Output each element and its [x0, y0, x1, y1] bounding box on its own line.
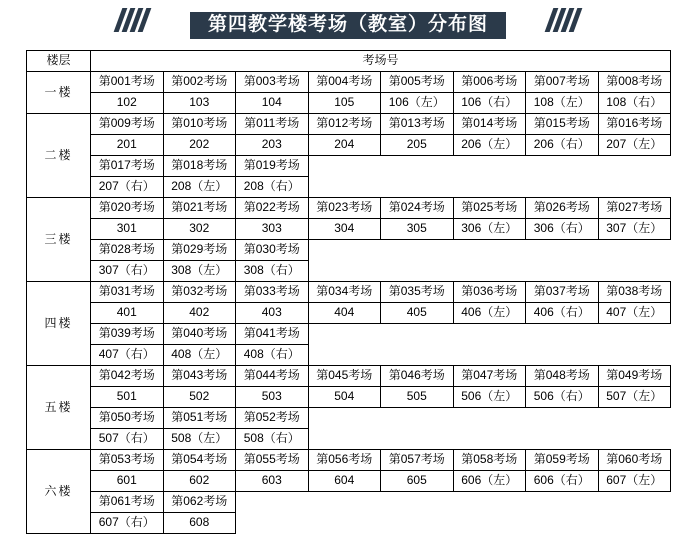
- exam-number-cell: 第017考场: [91, 156, 164, 177]
- empty-cell: [453, 324, 526, 345]
- classroom-cell: 202: [163, 135, 236, 156]
- classroom-cell: 307（右）: [91, 261, 164, 282]
- classroom-cell: 207（左）: [598, 135, 671, 156]
- classroom-cell: 608: [163, 513, 236, 534]
- table-row: [27, 303, 671, 324]
- exam-number-cell: 第039考场: [91, 324, 164, 345]
- exam-number-cell: 第015考场: [526, 114, 599, 135]
- empty-cell: [598, 492, 671, 513]
- exam-number-cell: 第056考场: [308, 450, 381, 471]
- classroom-cell: 505: [381, 387, 454, 408]
- table-row: [27, 177, 671, 198]
- table-row: [27, 72, 671, 93]
- classroom-cell: 507（左）: [598, 387, 671, 408]
- empty-cell: [526, 177, 599, 198]
- exam-number-cell: 第005考场: [381, 72, 454, 93]
- exam-number-cell: 第025考场: [453, 198, 526, 219]
- exam-number-cell: 第014考场: [453, 114, 526, 135]
- exam-number-cell: 第013考场: [381, 114, 454, 135]
- empty-cell: [453, 492, 526, 513]
- classroom-cell: 102: [91, 93, 164, 114]
- exam-number-cell: 第049考场: [598, 366, 671, 387]
- empty-cell: [526, 240, 599, 261]
- title-banner-area: [0, 6, 696, 44]
- empty-cell: [308, 408, 381, 429]
- table-row: [27, 408, 671, 429]
- exam-number-cell: 第018考场: [163, 156, 236, 177]
- exam-number-cell: 第007考场: [526, 72, 599, 93]
- exam-number-cell: 第002考场: [163, 72, 236, 93]
- classroom-cell: 105: [308, 93, 381, 114]
- exam-number-cell: 第008考场: [598, 72, 671, 93]
- empty-cell: [308, 324, 381, 345]
- empty-cell: [526, 513, 599, 534]
- exam-number-cell: 第045考场: [308, 366, 381, 387]
- empty-cell: [598, 156, 671, 177]
- table-row: [27, 135, 671, 156]
- table-row: [27, 387, 671, 408]
- floor-cell: 三楼: [27, 198, 91, 282]
- exam-room-table: [26, 50, 671, 534]
- header-floor: 楼层: [27, 51, 91, 72]
- classroom-cell: 206（左）: [453, 135, 526, 156]
- classroom-cell: 408（右）: [236, 345, 309, 366]
- empty-cell: [381, 408, 454, 429]
- classroom-cell: 301: [91, 219, 164, 240]
- classroom-cell: 503: [236, 387, 309, 408]
- exam-number-cell: 第061考场: [91, 492, 164, 513]
- exam-number-cell: 第021考场: [163, 198, 236, 219]
- classroom-cell: 207（右）: [91, 177, 164, 198]
- classroom-cell: 603: [236, 471, 309, 492]
- table-row: [27, 345, 671, 366]
- classroom-cell: 504: [308, 387, 381, 408]
- classroom-cell: 607（左）: [598, 471, 671, 492]
- empty-cell: [381, 324, 454, 345]
- empty-cell: [381, 429, 454, 450]
- empty-cell: [453, 429, 526, 450]
- empty-cell: [526, 429, 599, 450]
- exam-number-cell: 第050考场: [91, 408, 164, 429]
- exam-number-cell: 第019考场: [236, 156, 309, 177]
- table-row: [27, 156, 671, 177]
- exam-number-cell: 第048考场: [526, 366, 599, 387]
- floor-cell: 二楼: [27, 114, 91, 198]
- exam-number-cell: 第047考场: [453, 366, 526, 387]
- classroom-cell: 607（右）: [91, 513, 164, 534]
- exam-number-cell: 第059考场: [526, 450, 599, 471]
- table-row: [27, 366, 671, 387]
- floor-cell: 一楼: [27, 72, 91, 114]
- classroom-cell: 108（右）: [598, 93, 671, 114]
- classroom-cell: 404: [308, 303, 381, 324]
- empty-cell: [598, 177, 671, 198]
- empty-cell: [598, 345, 671, 366]
- table-row: [27, 282, 671, 303]
- exam-number-cell: 第055考场: [236, 450, 309, 471]
- exam-number-cell: 第031考场: [91, 282, 164, 303]
- empty-cell: [598, 240, 671, 261]
- page-root: [0, 6, 696, 529]
- classroom-cell: 506（右）: [526, 387, 599, 408]
- exam-number-cell: 第062考场: [163, 492, 236, 513]
- classroom-cell: 304: [308, 219, 381, 240]
- exam-number-cell: 第038考场: [598, 282, 671, 303]
- exam-number-cell: 第030考场: [236, 240, 309, 261]
- exam-number-cell: 第051考场: [163, 408, 236, 429]
- empty-cell: [308, 429, 381, 450]
- exam-number-cell: 第010考场: [163, 114, 236, 135]
- empty-cell: [598, 429, 671, 450]
- exam-number-cell: 第044考场: [236, 366, 309, 387]
- exam-number-cell: 第006考场: [453, 72, 526, 93]
- empty-cell: [308, 492, 381, 513]
- exam-number-cell: 第046考场: [381, 366, 454, 387]
- classroom-cell: 403: [236, 303, 309, 324]
- classroom-cell: 406（右）: [526, 303, 599, 324]
- classroom-cell: 501: [91, 387, 164, 408]
- table-row: [27, 324, 671, 345]
- empty-cell: [236, 513, 309, 534]
- exam-number-cell: 第053考场: [91, 450, 164, 471]
- empty-cell: [526, 492, 599, 513]
- table-header-row: [27, 51, 671, 72]
- stripe-decoration-left: [118, 8, 147, 32]
- exam-number-cell: 第036考场: [453, 282, 526, 303]
- table-row: [27, 513, 671, 534]
- exam-number-cell: 第022考场: [236, 198, 309, 219]
- classroom-cell: 604: [308, 471, 381, 492]
- empty-cell: [308, 177, 381, 198]
- empty-cell: [381, 492, 454, 513]
- exam-number-cell: 第043考场: [163, 366, 236, 387]
- classroom-cell: 502: [163, 387, 236, 408]
- stripe-decoration-right: [549, 8, 578, 32]
- exam-number-cell: 第011考场: [236, 114, 309, 135]
- empty-cell: [526, 408, 599, 429]
- classroom-cell: 201: [91, 135, 164, 156]
- empty-cell: [308, 240, 381, 261]
- table-row: [27, 240, 671, 261]
- empty-cell: [308, 513, 381, 534]
- classroom-cell: 605: [381, 471, 454, 492]
- empty-cell: [308, 345, 381, 366]
- table-body: [27, 72, 671, 534]
- classroom-cell: 302: [163, 219, 236, 240]
- empty-cell: [381, 156, 454, 177]
- exam-number-cell: 第003考场: [236, 72, 309, 93]
- classroom-cell: 408（左）: [163, 345, 236, 366]
- exam-number-cell: 第016考场: [598, 114, 671, 135]
- empty-cell: [453, 513, 526, 534]
- classroom-cell: 106（左）: [381, 93, 454, 114]
- empty-cell: [598, 513, 671, 534]
- empty-cell: [381, 177, 454, 198]
- classroom-cell: 307（左）: [598, 219, 671, 240]
- exam-room-table-wrap: [26, 50, 670, 534]
- exam-number-cell: 第042考场: [91, 366, 164, 387]
- empty-cell: [453, 156, 526, 177]
- table-row: [27, 492, 671, 513]
- classroom-cell: 407（右）: [91, 345, 164, 366]
- exam-number-cell: 第012考场: [308, 114, 381, 135]
- classroom-cell: 305: [381, 219, 454, 240]
- exam-number-cell: 第052考场: [236, 408, 309, 429]
- exam-number-cell: 第034考场: [308, 282, 381, 303]
- classroom-cell: 104: [236, 93, 309, 114]
- classroom-cell: 205: [381, 135, 454, 156]
- classroom-cell: 606（左）: [453, 471, 526, 492]
- empty-cell: [598, 261, 671, 282]
- classroom-cell: 103: [163, 93, 236, 114]
- exam-number-cell: 第060考场: [598, 450, 671, 471]
- classroom-cell: 602: [163, 471, 236, 492]
- exam-number-cell: 第058考场: [453, 450, 526, 471]
- classroom-cell: 306（左）: [453, 219, 526, 240]
- classroom-cell: 208（右）: [236, 177, 309, 198]
- classroom-cell: 108（左）: [526, 93, 599, 114]
- classroom-cell: 308（右）: [236, 261, 309, 282]
- classroom-cell: 606（右）: [526, 471, 599, 492]
- exam-number-cell: 第020考场: [91, 198, 164, 219]
- empty-cell: [453, 177, 526, 198]
- exam-number-cell: 第033考场: [236, 282, 309, 303]
- exam-number-cell: 第004考场: [308, 72, 381, 93]
- classroom-cell: 203: [236, 135, 309, 156]
- table-row: [27, 261, 671, 282]
- exam-number-cell: 第009考场: [91, 114, 164, 135]
- exam-number-cell: 第027考场: [598, 198, 671, 219]
- classroom-cell: 508（右）: [236, 429, 309, 450]
- table-row: [27, 450, 671, 471]
- table-row: [27, 198, 671, 219]
- empty-cell: [236, 492, 309, 513]
- exam-number-cell: 第035考场: [381, 282, 454, 303]
- exam-number-cell: 第057考场: [381, 450, 454, 471]
- exam-number-cell: 第032考场: [163, 282, 236, 303]
- empty-cell: [453, 345, 526, 366]
- classroom-cell: 506（左）: [453, 387, 526, 408]
- classroom-cell: 204: [308, 135, 381, 156]
- empty-cell: [526, 156, 599, 177]
- table-row: [27, 429, 671, 450]
- floor-cell: 四楼: [27, 282, 91, 366]
- classroom-cell: 308（左）: [163, 261, 236, 282]
- exam-number-cell: 第028考场: [91, 240, 164, 261]
- classroom-cell: 405: [381, 303, 454, 324]
- floor-cell: 六楼: [27, 450, 91, 534]
- page-title: 第四教学楼考场（教室）分布图: [190, 12, 506, 39]
- classroom-cell: 401: [91, 303, 164, 324]
- empty-cell: [381, 261, 454, 282]
- exam-number-cell: 第024考场: [381, 198, 454, 219]
- classroom-cell: 508（左）: [163, 429, 236, 450]
- empty-cell: [453, 261, 526, 282]
- empty-cell: [526, 261, 599, 282]
- empty-cell: [308, 261, 381, 282]
- empty-cell: [453, 408, 526, 429]
- empty-cell: [381, 345, 454, 366]
- empty-cell: [381, 240, 454, 261]
- classroom-cell: 406（左）: [453, 303, 526, 324]
- classroom-cell: 306（右）: [526, 219, 599, 240]
- table-row: [27, 114, 671, 135]
- classroom-cell: 106（右）: [453, 93, 526, 114]
- exam-number-cell: 第040考场: [163, 324, 236, 345]
- empty-cell: [308, 156, 381, 177]
- exam-number-cell: 第054考场: [163, 450, 236, 471]
- exam-number-cell: 第041考场: [236, 324, 309, 345]
- empty-cell: [381, 513, 454, 534]
- classroom-cell: 303: [236, 219, 309, 240]
- table-row: [27, 93, 671, 114]
- table-row: [27, 471, 671, 492]
- floor-cell: 五楼: [27, 366, 91, 450]
- classroom-cell: 407（左）: [598, 303, 671, 324]
- exam-number-cell: 第023考场: [308, 198, 381, 219]
- classroom-cell: 601: [91, 471, 164, 492]
- classroom-cell: 208（左）: [163, 177, 236, 198]
- header-room-number: 考场号: [91, 51, 671, 72]
- classroom-cell: 402: [163, 303, 236, 324]
- empty-cell: [526, 345, 599, 366]
- classroom-cell: 206（右）: [526, 135, 599, 156]
- table-row: [27, 219, 671, 240]
- empty-cell: [526, 324, 599, 345]
- exam-number-cell: 第001考场: [91, 72, 164, 93]
- classroom-cell: 507（右）: [91, 429, 164, 450]
- exam-number-cell: 第029考场: [163, 240, 236, 261]
- empty-cell: [598, 324, 671, 345]
- exam-number-cell: 第037考场: [526, 282, 599, 303]
- table-header: [27, 51, 671, 72]
- exam-number-cell: 第026考场: [526, 198, 599, 219]
- empty-cell: [598, 408, 671, 429]
- empty-cell: [453, 240, 526, 261]
